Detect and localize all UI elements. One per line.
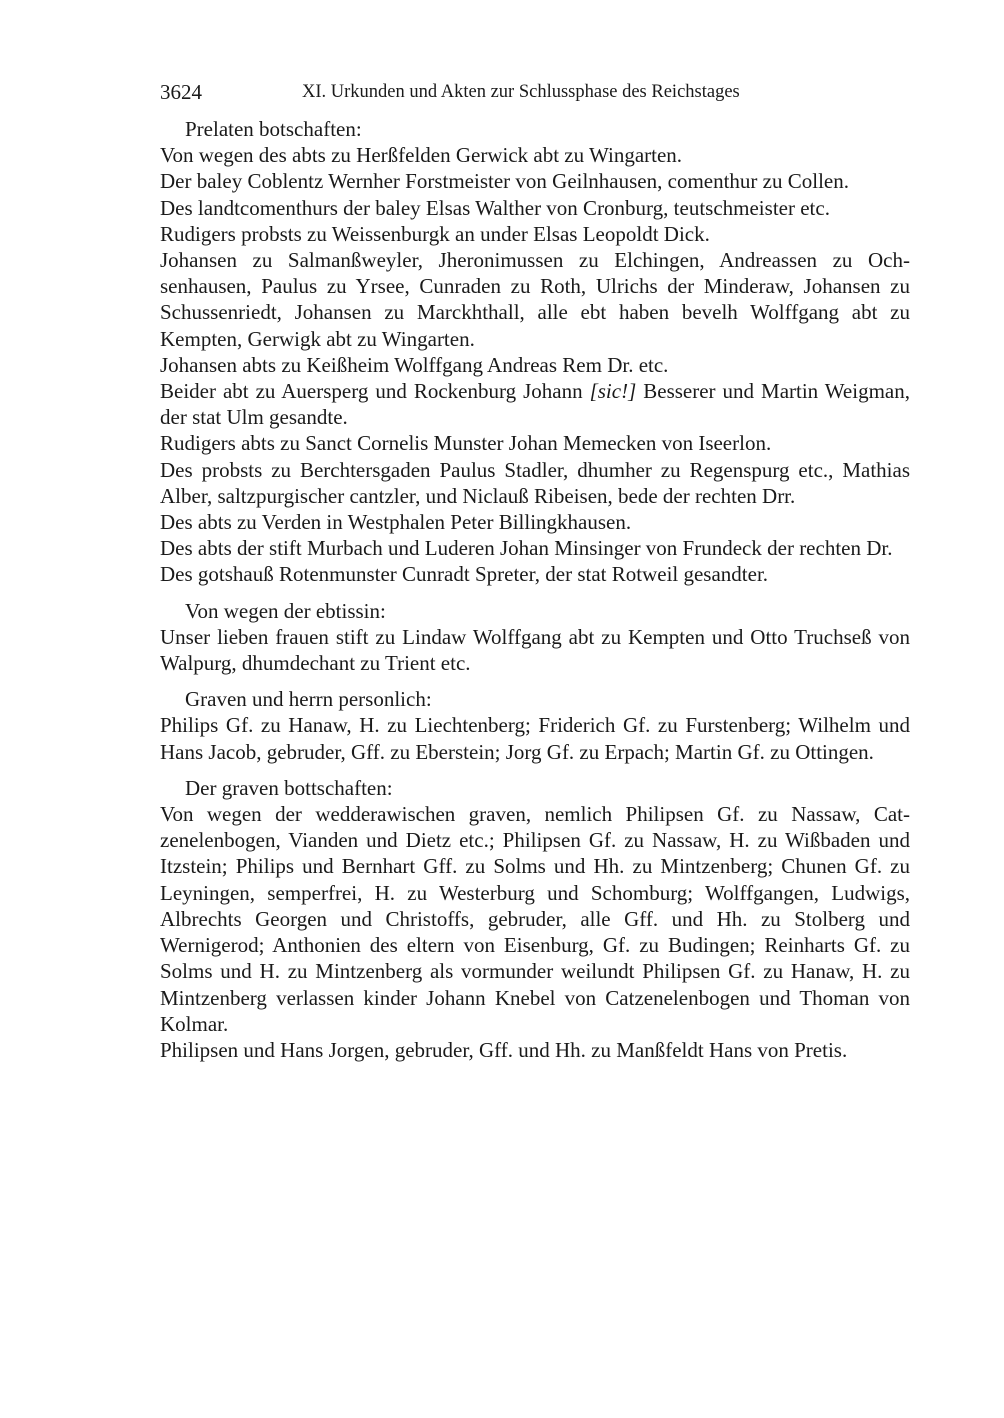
list-item: Philips Gf. zu Hanaw, H. zu Liechtenberg; Friderich Gf. zu Furstenberg; Wilhelm und Hans Jacob, gebruder, Gff. zu Eberstein; Jorg Gf. zu Erpach; Martin Gf. zu Ottingen. bbox=[160, 713, 910, 764]
section-title: Der graven bottschaften: bbox=[185, 775, 393, 800]
list-item: Des gotshauß Rotenmunster Cunradt Spreter, der stat Rotweil gesandter. bbox=[160, 562, 769, 587]
list-item: Philipsen und Hans Jorgen, gebruder, Gff. und Hh. zu Manßfeldt Hans von Pretis. bbox=[160, 1037, 848, 1062]
list-item: Des abts der stift Murbach und Luderen Johan Minsinger von Frundeck der rechten Dr. bbox=[160, 536, 893, 561]
section-graven-personlich bbox=[160, 686, 910, 765]
list-item: Des landtcomenthurs der baley Elsas Walther von Cronburg, teutschmeister etc. bbox=[160, 195, 830, 220]
running-title: XI. Urkunden und Akten zur Schlussphase des Reichstages bbox=[302, 82, 740, 102]
list-item: Der baley Coblentz Wernher Forstmeister von Geilnhausen, comenthur zu Collen. bbox=[160, 169, 849, 194]
list-item: Des probsts zu Berchtersgaden Paulus Stadler, dhumher zu Regenspurg etc., Mathias Alber, saltzpurgischer cantzler, und Niclauß Ribeisen, bede der rechten Drr. bbox=[160, 457, 910, 508]
list-item: Des abts zu Verden in Westphalen Peter Billingkhausen. bbox=[160, 510, 632, 535]
list-item: Johansen abts zu Keißheim Wolffgang Andreas Rem Dr. etc. bbox=[160, 352, 669, 377]
list-item: Rudigers abts zu Sanct Cornelis Munster Johan Memecken von Iseerlon. bbox=[160, 431, 772, 456]
list-item: Johansen zu Salmanßweyler, Jheronimussen zu Elchingen, Andreassen zu Ochsenhausen, Paulus zu Yrsee, Cunraden zu Roth, Ulrichs der Minderaw, Johansen zu Schussenriedt, Johansen zu Marckhthall, alle ebt haben bevelh Wolffgang abt zu Kempten, Gerwigk abt zu Wingarten. bbox=[160, 248, 910, 351]
list-item: Beider abt zu Auersperg und Rockenburg Johann [sic!] Besserer und Martin Weigman, der stat Ulm gesandte. bbox=[160, 379, 910, 430]
section-title: Graven und herrn personlich: bbox=[185, 687, 432, 712]
section-title: Von wegen der ebtissin: bbox=[185, 598, 386, 623]
section-graven-bottschaften bbox=[160, 775, 910, 1063]
list-item: Von wegen der wedderawischen graven, nemlich Philipsen Gf. zu Nassaw, Catzenelenbogen, Vianden und Dietz etc.; Philipsen Gf. zu Nassaw, H. zu Wißbaden und Itzstein; Philips und Bernhart Gff. zu Solms und Hh. zu Mintzenberg; Chunen Gf. zu Leyningen, semperfrei, H. zu Westerburg und Schomburg; Wolffgangen, Ludwigs, Albrechts Georgen und Christoffs, gebruder, alle Gff. und Hh. zu Stolberg und Wernigerod; Anthonien des eltern von Eisenburg, Gf. zu Budingen; Reinharts Gf. zu Solms und H. zu Mintzenberg als vormunder weilundt Philipsen Gf. zu Hanaw, H. zu Mintzenberg verlassen kinder Johann Knebel von Catzenelenbogen und Thoman von Kolmar. bbox=[160, 802, 910, 1036]
section-title: Prelaten botschaften: bbox=[185, 117, 362, 141]
section-prelaten bbox=[160, 116, 910, 588]
list-item: Rudigers probsts zu Weissenburgk an under Elsas Leopoldt Dick. bbox=[160, 221, 710, 246]
document-page bbox=[160, 80, 910, 1063]
list-item: Unser lieben frauen stift zu Lindaw Wolffgang abt zu Kempten und Otto Truchseß von Walpurg, dhumdechant zu Trient etc. bbox=[160, 624, 910, 676]
section-ebtissin bbox=[160, 598, 910, 677]
list-item: Von wegen des abts zu Herßfelden Gerwick abt zu Wingarten. bbox=[160, 143, 683, 168]
page-header bbox=[160, 80, 910, 108]
page-number: 3624 bbox=[160, 80, 202, 104]
